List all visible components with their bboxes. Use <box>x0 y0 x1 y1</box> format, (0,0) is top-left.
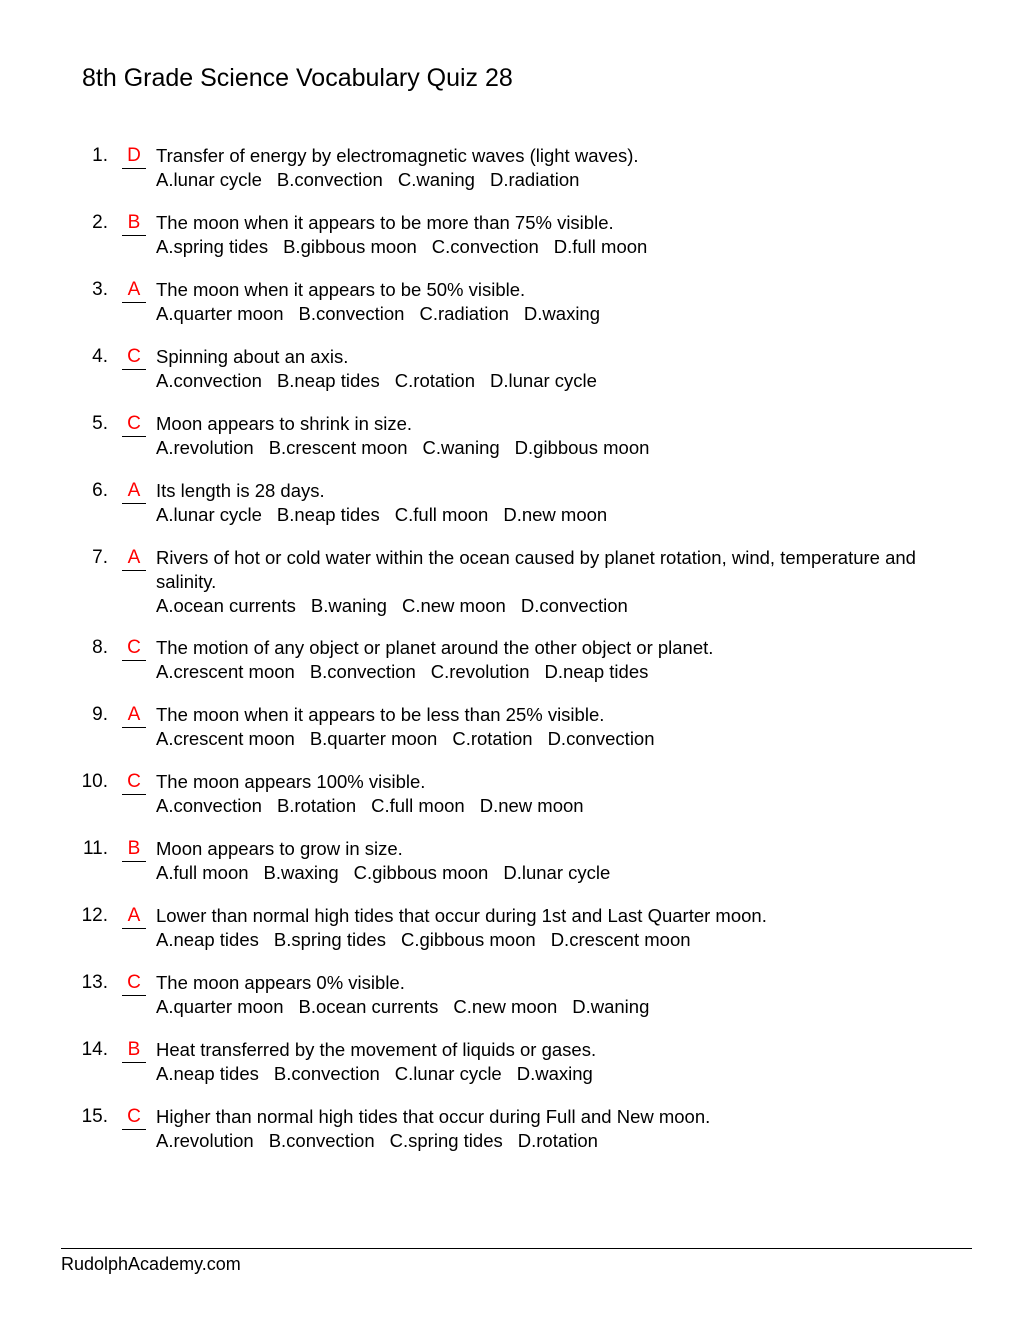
option-a: A.spring tides <box>156 236 269 257</box>
option-a: A.neap tides <box>156 929 259 950</box>
question-item <box>0 345 1033 412</box>
question-item <box>0 479 1033 546</box>
option-a: A.quarter moon <box>156 303 284 324</box>
question-text: Spinning about an axis. <box>156 346 349 367</box>
option-b: B.waning <box>310 595 387 616</box>
question-item <box>0 1038 1033 1105</box>
footer-site-name: RudolphAcademy.com <box>61 1254 241 1274</box>
option-d: D.convection <box>520 595 628 616</box>
option-c: C.waning <box>422 437 500 458</box>
option-c: C.new moon <box>401 595 506 616</box>
option-c: C.radiation <box>419 303 509 324</box>
question-text: Lower than normal high tides that occur during 1st and Last Quarter moon. <box>156 905 767 926</box>
question-text: Higher than normal high tides that occur during Full and New moon. <box>156 1106 711 1127</box>
option-a: A.lunar cycle <box>156 504 262 525</box>
question-item <box>0 703 1033 770</box>
option-list <box>156 436 664 460</box>
option-c: C.full moon <box>371 795 465 816</box>
option-list <box>156 995 664 1019</box>
option-b: B.convection <box>273 1063 380 1084</box>
option-a: A.lunar cycle <box>156 169 262 190</box>
question-text: Moon appears to grow in size. <box>156 838 403 859</box>
option-d: D.crescent moon <box>550 929 691 950</box>
answer-letter: C <box>122 971 146 996</box>
option-c: C.gibbous moon <box>400 929 536 950</box>
option-a: A.ocean currents <box>156 595 296 616</box>
question-text: The moon appears 0% visible. <box>156 972 405 993</box>
question-number: 12. <box>81 905 108 926</box>
option-d: D.lunar cycle <box>490 370 597 391</box>
question-number: 8. <box>92 637 108 658</box>
option-a: A.revolution <box>156 437 254 458</box>
option-d: D.lunar cycle <box>503 862 611 883</box>
question-number: 11. <box>82 838 108 859</box>
answer-letter: C <box>122 636 146 661</box>
answer-letter: D <box>122 144 146 169</box>
question-text: Moon appears to shrink in size. <box>156 413 413 434</box>
question-number: 4. <box>92 346 108 367</box>
option-list <box>156 235 662 259</box>
option-b: B.convection <box>309 661 416 682</box>
option-b: B.ocean currents <box>298 996 439 1017</box>
question-item <box>0 1105 1033 1172</box>
option-list <box>156 794 599 818</box>
question-text: Rivers of hot or cold water within the ocean caused by planet rotation, wind, temperature and salinity. <box>156 547 916 592</box>
question-number: 10. <box>81 771 108 792</box>
option-b: B.convection <box>268 1130 375 1151</box>
option-list <box>156 928 706 952</box>
question-text: Its length is 28 days. <box>156 480 325 501</box>
option-c: C.spring tides <box>389 1130 503 1151</box>
option-d: D.neap tides <box>544 661 649 682</box>
option-a: A.neap tides <box>156 1063 259 1084</box>
option-list <box>156 1129 613 1153</box>
option-a: A.quarter moon <box>156 996 284 1017</box>
option-c: C.full moon <box>394 504 489 525</box>
question-text: The moon when it appears to be more than 75% visible. <box>156 212 614 233</box>
question-list <box>0 144 1033 1172</box>
option-c: C.revolution <box>430 661 530 682</box>
answer-letter: A <box>122 904 146 929</box>
option-d: D.full moon <box>553 236 648 257</box>
question-number: 1. <box>92 145 108 166</box>
question-item <box>0 971 1033 1038</box>
question-number: 5. <box>92 413 108 434</box>
option-b: B.rotation <box>276 795 357 816</box>
option-list <box>156 727 670 751</box>
option-list <box>156 302 615 326</box>
option-b: B.crescent moon <box>268 437 408 458</box>
option-a: A.full moon <box>156 862 249 883</box>
question-number: 13. <box>81 972 108 993</box>
option-b: B.gibbous moon <box>283 236 417 257</box>
question-number: 2. <box>92 212 108 233</box>
option-c: C.lunar cycle <box>394 1063 502 1084</box>
answer-letter: C <box>122 345 146 370</box>
answer-letter: C <box>122 412 146 437</box>
option-d: D.new moon <box>503 504 608 525</box>
question-item <box>0 412 1033 479</box>
option-d: D.rotation <box>517 1130 598 1151</box>
question-item <box>0 837 1033 904</box>
question-item <box>0 636 1033 703</box>
option-b: B.convection <box>276 169 383 190</box>
question-item <box>0 211 1033 278</box>
option-a: A.crescent moon <box>156 661 295 682</box>
option-d: D.waxing <box>516 1063 593 1084</box>
option-list <box>156 168 594 192</box>
option-b: B.spring tides <box>273 929 386 950</box>
option-a: A.crescent moon <box>156 728 295 749</box>
answer-letter: A <box>122 546 146 571</box>
question-text: The moon when it appears to be less than 25% visible. <box>156 704 605 725</box>
question-item <box>0 770 1033 837</box>
option-list <box>156 1062 608 1086</box>
option-d: D.radiation <box>489 169 580 190</box>
question-item <box>0 546 1033 636</box>
question-item <box>0 144 1033 211</box>
question-number: 3. <box>92 279 108 300</box>
option-c: C.waning <box>397 169 475 190</box>
question-text: The motion of any object or planet around the other object or planet. <box>156 637 714 658</box>
answer-letter: A <box>122 703 146 728</box>
option-c: C.rotation <box>394 370 476 391</box>
question-text: Transfer of energy by electromagnetic waves (light waves). <box>156 145 639 166</box>
option-a: A.revolution <box>156 1130 254 1151</box>
option-c: C.gibbous moon <box>353 862 489 883</box>
question-text: The moon when it appears to be 50% visible. <box>156 279 526 300</box>
question-number: 9. <box>92 704 108 725</box>
question-number: 14. <box>81 1039 108 1060</box>
option-a: A.convection <box>156 795 262 816</box>
answer-letter: B <box>122 1038 146 1063</box>
option-c: C.convection <box>431 236 539 257</box>
answer-letter: B <box>122 211 146 236</box>
option-list <box>156 369 612 393</box>
option-d: D.new moon <box>479 795 584 816</box>
footer-divider <box>61 1248 972 1249</box>
option-a: A.convection <box>156 370 262 391</box>
option-list <box>156 594 643 618</box>
option-list <box>156 660 663 684</box>
question-number: 6. <box>92 480 108 501</box>
option-list <box>156 503 622 527</box>
question-text: The moon appears 100% visible. <box>156 771 426 792</box>
answer-letter: C <box>122 1105 146 1130</box>
option-d: D.gibbous moon <box>514 437 650 458</box>
answer-letter: B <box>122 837 146 862</box>
option-b: B.quarter moon <box>309 728 438 749</box>
answer-letter: A <box>122 278 146 303</box>
question-item <box>0 278 1033 345</box>
option-d: D.waxing <box>523 303 601 324</box>
option-b: B.neap tides <box>276 370 380 391</box>
option-b: B.convection <box>298 303 405 324</box>
answer-letter: C <box>122 770 146 795</box>
option-d: D.convection <box>547 728 655 749</box>
option-b: B.waxing <box>263 862 339 883</box>
question-item <box>0 904 1033 971</box>
question-text: Heat transferred by the movement of liquids or gases. <box>156 1039 597 1060</box>
option-c: C.rotation <box>452 728 533 749</box>
option-c: C.new moon <box>453 996 558 1017</box>
option-d: D.waning <box>572 996 650 1017</box>
page-title: 8th Grade Science Vocabulary Quiz 28 <box>82 64 513 92</box>
answer-letter: A <box>122 479 146 504</box>
option-list <box>156 861 625 885</box>
question-number: 15. <box>81 1106 108 1127</box>
question-number: 7. <box>92 547 108 568</box>
option-b: B.neap tides <box>276 504 380 525</box>
